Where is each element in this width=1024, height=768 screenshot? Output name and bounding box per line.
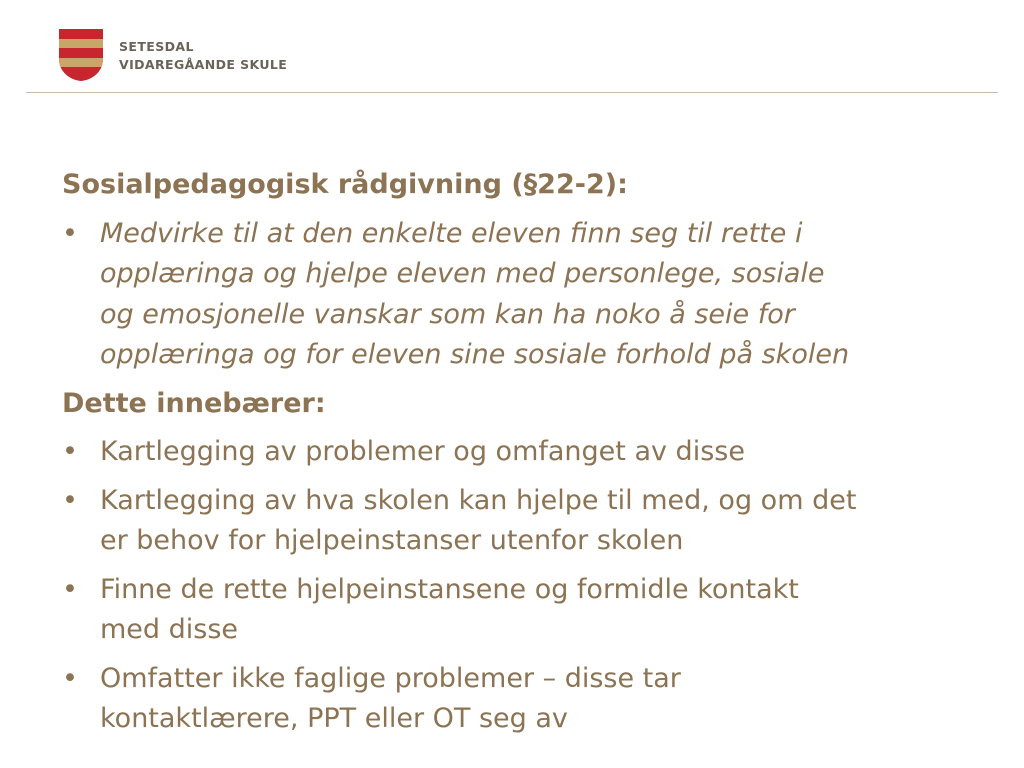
school-name xyxy=(119,38,287,74)
list-item-line: Kartlegging av problemer og omfanget av disse xyxy=(100,436,745,467)
list-item-line: Kartlegging av hva skolen kan hjelpe til med, og om det xyxy=(100,484,857,516)
bullet-dot: • xyxy=(62,662,78,694)
slide-content xyxy=(62,165,982,748)
bullet-dot: • xyxy=(62,217,78,249)
list-item-line: Finne de rette hjelpeinstansene og formidle kontakt xyxy=(100,573,799,605)
school-name-line-2: VIDAREGÅANDE SKULE xyxy=(119,57,288,72)
bullet-dot: • xyxy=(62,484,78,516)
quote-line: opplæringa og for eleven sine sosiale forhold på skolen xyxy=(100,339,850,370)
list-item-text xyxy=(100,432,982,473)
quote-bullet xyxy=(62,214,982,376)
school-crest-logo xyxy=(59,29,103,81)
list-item xyxy=(62,481,982,562)
list-item-line: Omfatter ikke faglige problemer – disse tar xyxy=(100,662,681,694)
quote-line: Medvirke til at den enkelte eleven finn seg til rette i xyxy=(100,217,803,249)
list-item-text xyxy=(100,659,982,740)
quote-text xyxy=(100,214,982,376)
heading-sosialpedagogisk: Sosialpedagogisk rådgivning (§22-2): xyxy=(62,169,628,200)
list-item-text xyxy=(100,481,982,562)
list-item-line: kontaktlærere, PPT eller OT seg av xyxy=(100,703,568,734)
list-item-line: er behov for hjelpeinstanser utenfor skolen xyxy=(100,525,684,556)
list-item-line: med disse xyxy=(100,614,239,645)
header-divider xyxy=(26,92,998,93)
school-name-line-1: SETESDAL xyxy=(119,39,194,54)
quote-line: opplæringa og hjelpe eleven med personlege, sosiale xyxy=(100,258,825,289)
list-item-text xyxy=(100,570,982,651)
quote-line: og emosjonelle vanskar som kan ha noko å seie for xyxy=(100,298,795,330)
list-item xyxy=(62,659,982,740)
bullet-dot: • xyxy=(62,573,78,605)
list-item xyxy=(62,432,982,473)
list-item xyxy=(62,570,982,651)
heading-dette-innebaerer: Dette innebærer: xyxy=(62,387,326,419)
bullet-dot: • xyxy=(62,436,78,467)
